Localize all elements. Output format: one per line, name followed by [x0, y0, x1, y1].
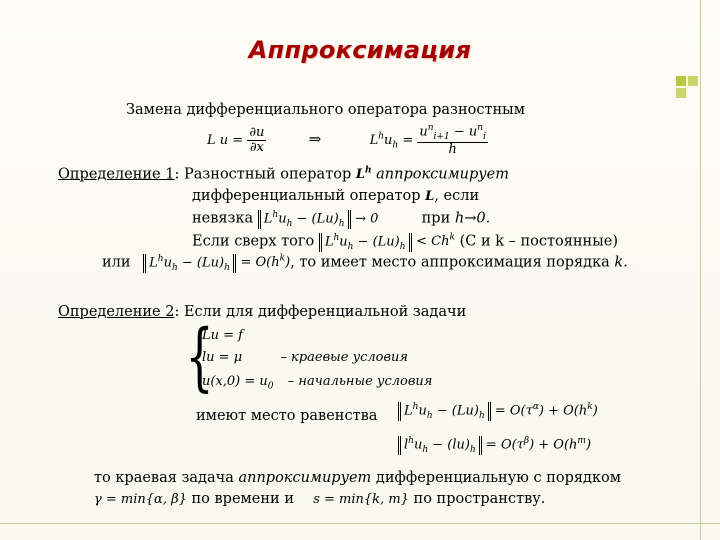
num-sub2: i — [483, 131, 486, 142]
eq1-u: u — [418, 403, 427, 419]
conclusion-a: то краевая задача — [94, 470, 234, 486]
norm3-op: L — [149, 255, 158, 271]
num-sup2: n — [477, 123, 484, 133]
conclusion-line2 — [94, 491, 545, 507]
norm3-sup: h — [157, 254, 164, 264]
norm3-sub2: h — [224, 262, 230, 273]
num-minus: − u — [453, 124, 478, 140]
eq1-close: ) — [592, 403, 598, 419]
rhs-sup: h — [378, 131, 384, 142]
def1-line2-end: , если — [434, 188, 480, 204]
eq2-sub2: h — [469, 444, 476, 455]
decor-line-horizontal — [0, 523, 720, 524]
def2-label: Определение 2 — [58, 304, 175, 320]
def2-equalities-text: имеют место равенства — [196, 408, 378, 424]
def1-k-sup: k — [449, 233, 455, 243]
sys3-sub: 0 — [267, 381, 274, 392]
eq1-alpha: α — [532, 402, 539, 412]
def1-line3 — [192, 210, 490, 229]
def2-line1 — [58, 304, 466, 320]
by-space: по пространству. — [413, 491, 546, 507]
norm1-sub: h — [286, 218, 293, 229]
eq2-close: ) — [585, 437, 592, 453]
eq2-m: m — [577, 436, 586, 446]
rhs-sub: h — [392, 140, 399, 151]
norm2-sub2: h — [399, 241, 406, 252]
norm1-sup: h — [272, 210, 279, 220]
residual-norm — [258, 210, 351, 229]
sys2-eq: lu = μ — [202, 350, 243, 365]
eq2-mid: − (lu) — [432, 437, 470, 453]
norm2-sub: h — [347, 241, 354, 252]
implies-arrow: ⇒ — [308, 130, 322, 148]
def1-order-k: k. — [614, 254, 628, 271]
system-eq2 — [202, 350, 408, 365]
eq2-op: l — [404, 437, 409, 453]
system-brace: { — [185, 314, 214, 400]
quotient-num — [417, 124, 488, 143]
eq2-beta: β — [523, 436, 530, 446]
eq1-sub2: h — [478, 410, 485, 421]
eq2-u: u — [413, 437, 423, 453]
decor-square — [676, 88, 686, 98]
norm1-op: L — [263, 211, 273, 227]
bound-norm — [319, 233, 412, 252]
decor-square — [688, 76, 698, 86]
def1-label: Определение 1 — [58, 166, 175, 183]
num-u: u — [419, 124, 428, 140]
conclusion-approx: аппроксимирует — [238, 470, 372, 486]
def2-text: Если для дифференциальной задачи — [183, 304, 467, 320]
equality-2 — [398, 436, 591, 455]
sys3-eq: u(x,0) = u — [202, 374, 268, 389]
def1-op2: L — [425, 189, 435, 204]
def1-when: при — [421, 210, 451, 227]
norm1-mid: − (Lu) — [296, 211, 339, 227]
decor-line-vertical — [700, 0, 701, 540]
eq2-sub: h — [422, 444, 429, 455]
def1-constants-note: (C и k – постоянные) — [459, 233, 619, 250]
def1-line4 — [192, 233, 618, 252]
gamma-def: γ = min{α, β} — [94, 492, 187, 507]
partial-derivative — [247, 126, 266, 154]
norm2-mid: − (Lu) — [357, 234, 400, 250]
def1-moreover: Если сверх того — [192, 233, 315, 250]
rhs-u: u — [384, 133, 393, 148]
eq1-sup: h — [412, 402, 419, 412]
eq1-sub: h — [426, 410, 433, 421]
def1-big-o-sup: k — [279, 254, 286, 264]
derivative-den: ∂x — [249, 140, 264, 155]
formula-lhs: L u = — [207, 133, 244, 148]
def1-text1: Разностный оператор — [183, 166, 352, 183]
num-sub1: i+1 — [433, 131, 450, 142]
intro-formula — [207, 124, 488, 157]
num-sup1: n — [427, 123, 434, 133]
conclusion-line1 — [94, 470, 621, 486]
eq1-rhs2: ) + O(h — [538, 403, 588, 419]
conclusion-c: дифференциальную с порядком — [375, 470, 622, 486]
eq2-rhs: = O(τ — [485, 437, 524, 453]
norm3-u: u — [163, 255, 172, 271]
norm1-u: u — [278, 211, 287, 227]
equality-1 — [398, 402, 598, 421]
def2-colon: : — [174, 304, 180, 320]
rhs-operator: L — [369, 133, 379, 148]
norm1-sub2: h — [338, 218, 345, 229]
eq2-sup: h — [408, 436, 414, 446]
def1-op: L — [355, 167, 365, 183]
slide-title: Аппроксимация — [248, 36, 472, 64]
def1-approx: аппроксимирует — [376, 166, 509, 183]
norm2-op: L — [324, 234, 334, 250]
norm2-u: u — [339, 234, 348, 250]
by-time: по времени и — [191, 491, 294, 507]
s-def: s = min{k, m} — [313, 492, 409, 507]
eq1-op: L — [404, 403, 413, 419]
def1-op-sup: h — [364, 166, 372, 176]
def1-or: или — [102, 254, 131, 271]
eq1-mid: − (Lu) — [436, 403, 479, 419]
def1-tail: , то имеет место аппроксимация порядка — [290, 254, 610, 271]
def1-line2-text: дифференциальный оператор — [192, 188, 421, 204]
difference-quotient — [417, 124, 488, 157]
norm3-sub: h — [171, 262, 178, 273]
system-eq3 — [202, 374, 432, 392]
def1-line5 — [102, 254, 628, 273]
def1-colon: : — [174, 166, 180, 183]
norm3-mid: − (Lu) — [181, 255, 225, 271]
eq1-rhs: = O(τ — [494, 403, 533, 419]
def1-big-o-close: ) — [285, 255, 291, 271]
intro-text: Замена дифференциального оператора разностным — [126, 102, 525, 118]
quotient-den: h — [448, 142, 457, 158]
sys2-note: – краевые условия — [280, 350, 409, 365]
def1-tends-zero: → 0 — [355, 211, 379, 227]
decor-square — [676, 76, 686, 86]
def1-h-limit: h→0. — [454, 210, 491, 227]
def1-residual-label: невязка — [192, 210, 254, 227]
def1-lt-ch: < Ch — [416, 234, 450, 250]
system-eq1: Lu = f — [202, 328, 243, 343]
order-norm — [143, 254, 236, 273]
eq1-k: k — [587, 402, 593, 412]
eq2-rhs2: ) + O(h — [529, 437, 578, 453]
def1-line1 — [58, 166, 509, 182]
def1-big-o: = O(h — [240, 255, 280, 271]
norm2-sup: h — [333, 233, 340, 243]
rhs-eq: = — [402, 133, 414, 148]
sys3-note: – начальные условия — [287, 374, 433, 389]
def1-line2 — [192, 188, 479, 204]
derivative-num: ∂u — [249, 125, 265, 141]
